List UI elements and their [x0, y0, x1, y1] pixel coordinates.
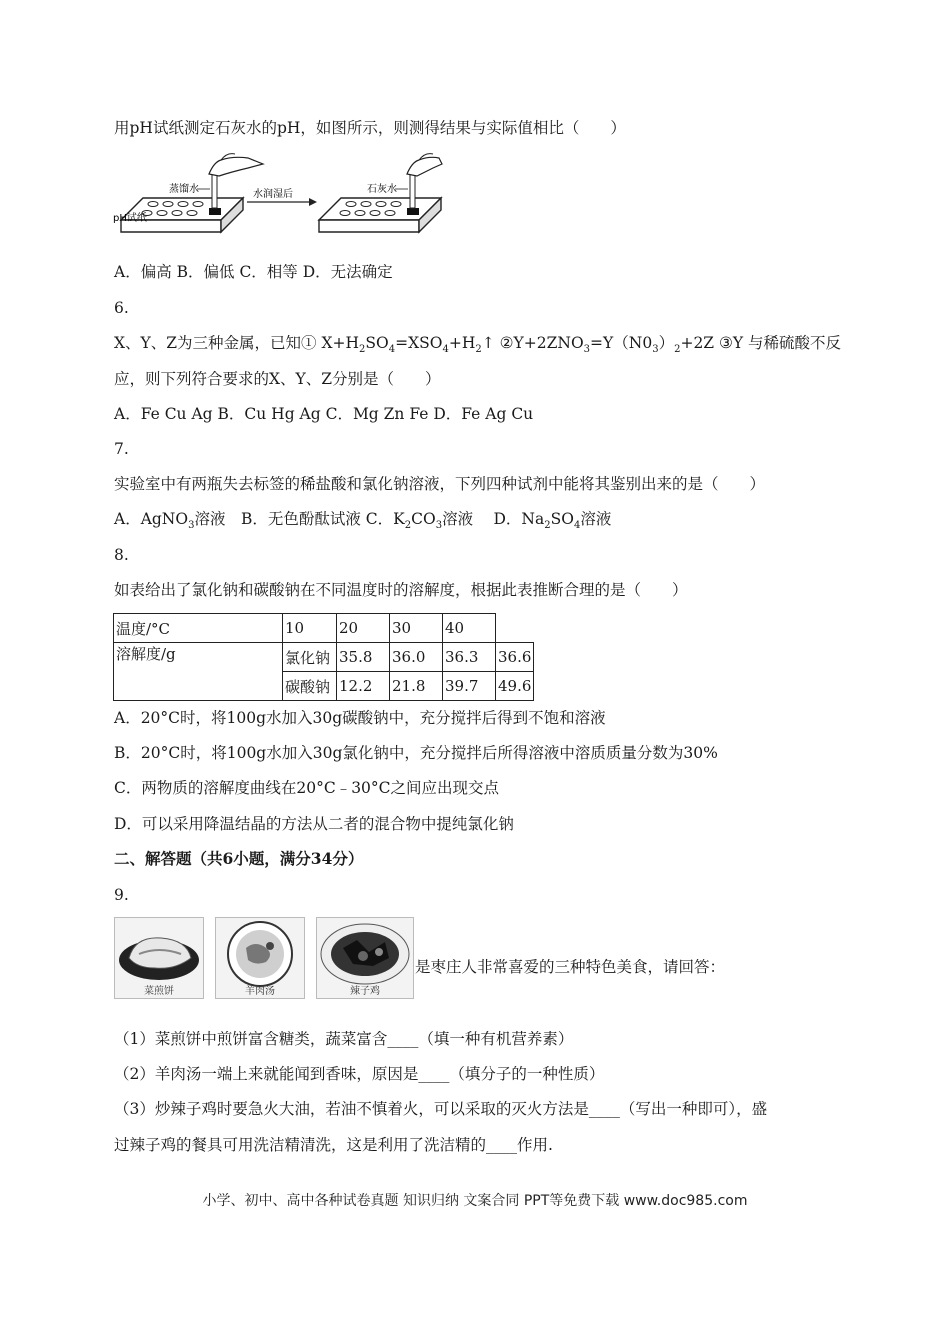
food-caption: 辣子鸡 [350, 986, 380, 997]
table-cell: 36.6 [496, 643, 534, 672]
food-photo-chicken [316, 917, 414, 999]
q8-option-c: C．两物质的溶解度曲线在20°C﹣30°C之间应出现交点 [114, 779, 500, 797]
q5-options: A．偏高 B．偏低 C．相等 D．无法确定 [114, 263, 393, 281]
q8-option-a: A．20°C时，将100g水加入30g碳酸钠中，充分搅拌后得到不饱和溶液 [114, 709, 606, 727]
label-ph-paper: pH试纸 [113, 213, 147, 224]
arrow [247, 187, 317, 206]
table-cell: 36.0 [390, 643, 443, 672]
food-caption: 菜煎饼 [144, 986, 174, 997]
q9-part-1: （1）菜煎饼中煎饼富含糖类，蔬菜富含____（填一种有机营养素） [114, 1030, 574, 1048]
label-moistened: 水润湿后 [253, 189, 293, 200]
q5-stem: 用pH试纸测定石灰水的pH，如图所示，则测得结果与实际值相比（ ） [114, 119, 626, 137]
food-photo-soup [215, 917, 305, 999]
q6-stem: X、Y、Z为三种金属，已知① $X+H_2SO_4=XSO_4+H_2↑$ $②Y+2ZNO_3=Y(N0_3)_2+2Z$ ③Y 与稀硫酸不反 [114, 334, 842, 356]
table-cell: 49.6 [496, 672, 534, 701]
table-cell: 10 [283, 614, 337, 643]
q9-part-3-cont: 过辣子鸡的餐具可用洗洁精清洗，这是利用了洗洁精的____作用. [114, 1136, 553, 1154]
q6-number: 6. [114, 299, 129, 317]
q9-part-2: （2）羊肉汤一端上来就能闻到香味，原因是____（填分子的一种性质） [114, 1065, 605, 1083]
label-distilled-water: 蒸馏水 [169, 184, 199, 195]
table-cell: 氯化钠 [283, 643, 337, 672]
table-row [114, 614, 534, 643]
label-limewater: 石灰水 [367, 184, 397, 195]
q8-option-d: D．可以采用降温结晶的方法从二者的混合物中提纯氯化钠 [114, 815, 514, 833]
table-cell: 21.8 [390, 672, 443, 701]
q9-part-3: （3）炒辣子鸡时要急火大油，若油不慎着火，可以采取的灭火方法是____（写出一种即可），盛 [114, 1100, 768, 1118]
ph-test-figure [113, 150, 443, 242]
table-cell: 30 [390, 614, 443, 643]
page-footer: 小学、初中、高中各种试卷真题 知识归纳 文案合同 PPT等免费下载 www.doc985.com [202, 1193, 748, 1209]
table-cell: 温度/°C [114, 614, 283, 643]
q6-stem-cont: 应，则下列符合要求的X、Y、Z分别是（ ） [114, 370, 441, 388]
table-cell: 39.7 [443, 672, 496, 701]
table-cell: 12.2 [337, 672, 390, 701]
q9-intro: 是枣庄人非常喜爱的三种特色美食，请回答： [415, 958, 726, 976]
right-spot-plate [319, 198, 441, 232]
table-empty-cell [496, 614, 534, 643]
table-cell: 36.3 [443, 643, 496, 672]
table-cell: 碳酸钠 [283, 672, 337, 701]
section-heading: 二、解答题（共6小题，满分34分） [114, 849, 364, 868]
q7-stem: 实验室中有两瓶失去标签的稀盐酸和氯化钠溶液，下列四种试剂中能将其鉴别出来的是（ ） [114, 475, 766, 493]
table-cell: 35.8 [337, 643, 390, 672]
table-row [114, 643, 534, 672]
q8-option-b: B．20°C时，将100g水加入30g氯化钠中，充分搅拌后所得溶液中溶质质量分数为30% [114, 744, 718, 762]
table-cell: 20 [337, 614, 390, 643]
solubility-table [113, 613, 534, 701]
q7-number: 7. [114, 440, 129, 458]
table-cell: 溶解度/g [114, 643, 283, 701]
food-photo-pancake [114, 917, 204, 999]
table-cell: 40 [443, 614, 496, 643]
q9-number: 9. [114, 886, 129, 904]
q8-number: 8. [114, 546, 129, 564]
food-caption: 羊肉汤 [245, 986, 275, 997]
q6-options: A．Fe Cu Ag B．Cu Hg Ag C．Mg Zn Fe D．Fe Ag Cu [114, 405, 534, 423]
q8-stem: 如表给出了氯化钠和碳酸钠在不同温度时的溶解度，根据此表推断合理的是（ ） [114, 581, 688, 599]
q7-options: A．AgNO$_3$溶液 B．无色酚酞试液 C．$K_2CO_3$溶液 D．$Na_2SO_4$溶液 [114, 510, 612, 532]
